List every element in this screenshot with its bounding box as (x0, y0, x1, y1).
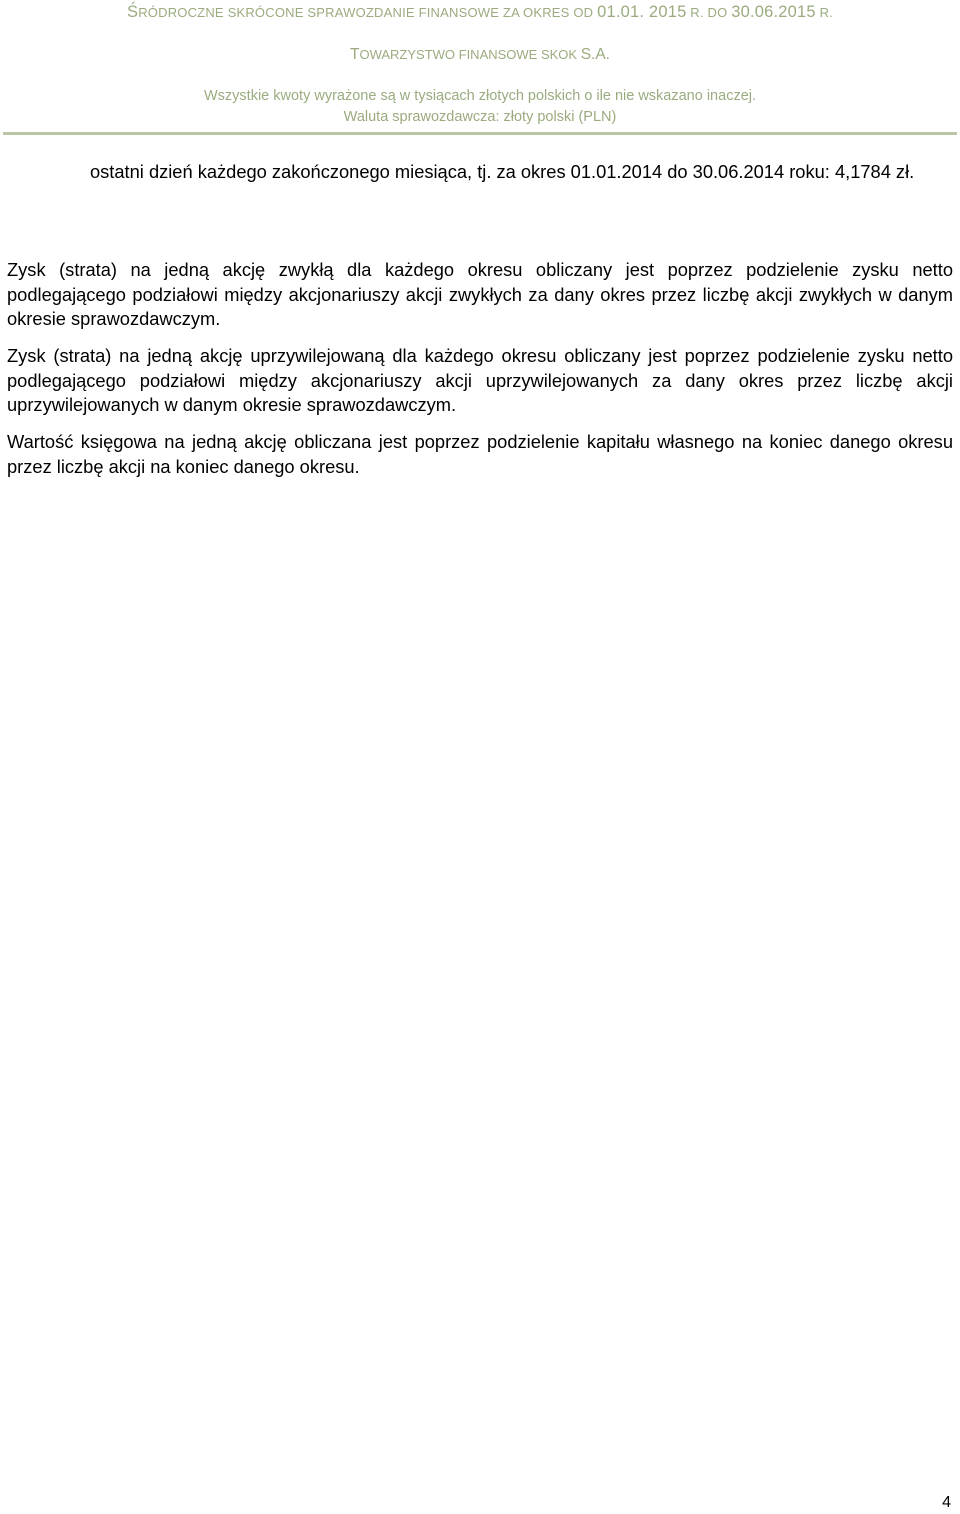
report-title-text: RÓDROCZNE SKRÓCONE SPRAWOZDANIE FINANSOWE ZA OKRES OD (138, 5, 598, 20)
report-start-date: 01.01. 2015 (597, 3, 687, 21)
paragraph-eps-ordinary: Zysk (strata) na jedną akcję zwykłą dla każdego okresu obliczany jest poprzez podzielenie zysku netto podlegającego podziałowi między akcjonariuszy akcji zwykłych za dany okres przez liczbę akcji zwykłych w danym okresie sprawozdawczym. (7, 259, 953, 329)
currency-note: Waluta sprawozdawcza: złoty polski (PLN) (343, 109, 617, 125)
amounts-note: Wszystkie kwoty wyrażone są w tysiącach złotych polskich o ile nie wskazano inaczej. (203, 88, 757, 104)
report-title-initial: Ś (126, 3, 139, 21)
report-end-suffix: R. (815, 5, 834, 20)
company-name (0, 46, 960, 64)
company-name-suffix: S.A. (580, 46, 610, 63)
page-number: 4 (942, 1494, 951, 1511)
header-divider (3, 132, 957, 135)
report-title (0, 3, 960, 22)
company-name-initial: T (349, 46, 360, 63)
paragraph-eps-preferred: Zysk (strata) na jedną akcję uprzywilejowaną dla każdego okresu obliczany jest poprzez podzielenie zysku netto podlegającego podziałowi między akcjonariuszy akcji uprzywilejowanych za dany okres przez liczbę akcji uprzywilejowanych w danym okresie sprawozdawczym. (7, 345, 953, 415)
company-name-text: OWARZYSTWO FINANSOWE SKOK (359, 47, 581, 62)
paragraph-exchange-rate: ostatni dzień każdego zakończonego miesiąca, tj. za okres 01.01.2014 do 30.06.2014 roku: 4,1784 zł. (90, 161, 915, 182)
report-start-suffix: R. (686, 5, 704, 20)
report-end-date: 30.06.2015 (731, 3, 816, 21)
paragraph-book-value: Wartość księgowa na jedną akcję obliczana jest poprzez podzielenie kapitału własnego na koniec danego okresu przez liczbę akcji na koniec danego okresu. (7, 431, 953, 477)
report-to-label: DO (703, 5, 732, 20)
